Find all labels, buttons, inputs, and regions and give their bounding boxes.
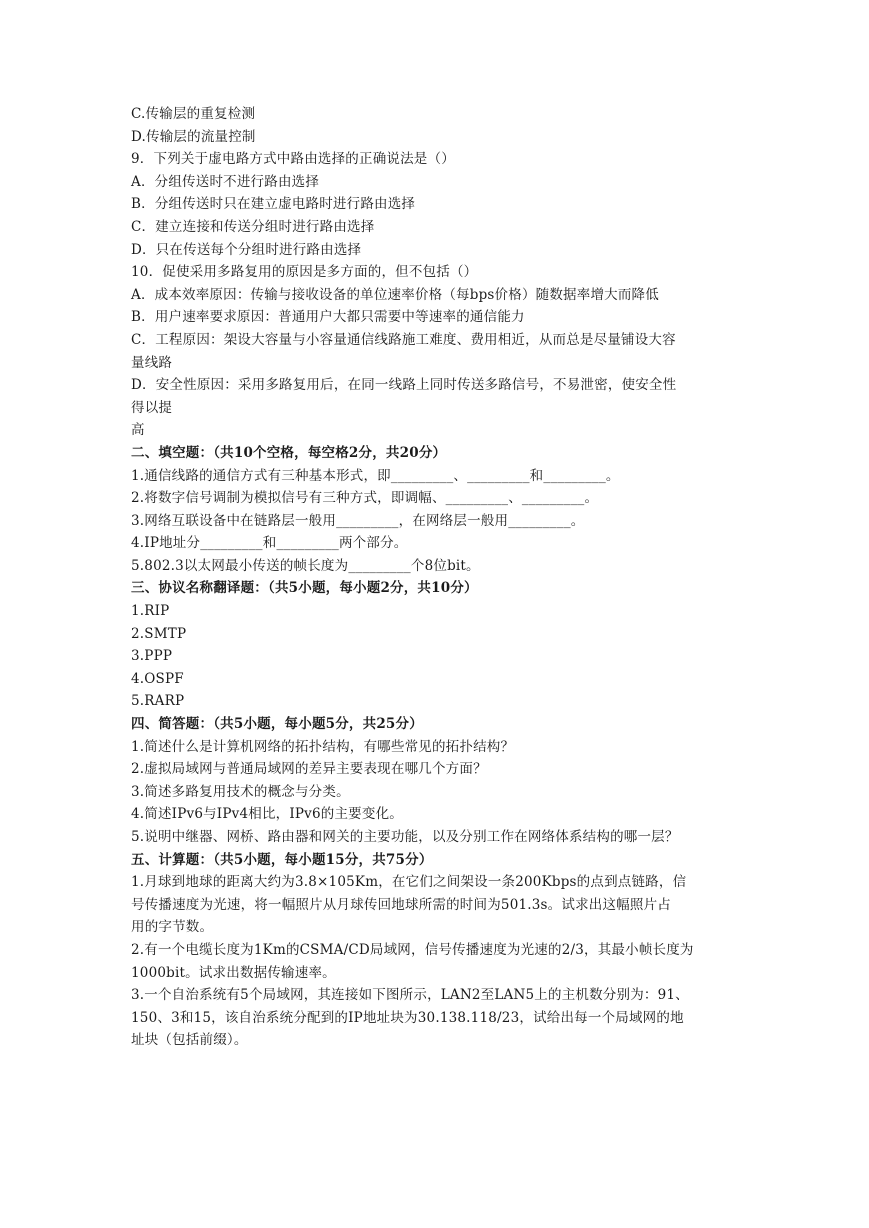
question-line: 1.通信线路的通信方式有三种基本形式，即_________、_________和_________。 bbox=[131, 467, 620, 484]
question-line: 1.简述什么是计算机网络的拓扑结构，有哪些常见的拓扑结构？ bbox=[131, 738, 515, 755]
question-line: 4.简述IPv6与IPv4相比，IPv6的主要变化。 bbox=[131, 806, 403, 823]
question-line: 2.将数字信号调制为模拟信号有三种方式，即调幅、_________、_________。 bbox=[131, 490, 599, 507]
document-page bbox=[131, 103, 751, 1052]
question-line: 1.RIP bbox=[131, 603, 170, 620]
question-line: 5.RARP bbox=[131, 693, 185, 710]
answer-option-line: C．建立连接和传送分组时进行路由选择 bbox=[131, 218, 375, 235]
question-line: 4.IP地址分_________和_________两个部分。 bbox=[131, 535, 408, 552]
question-line: 3.简述多路复用技术的概念与分类。 bbox=[131, 783, 350, 800]
question-line: 3.PPP bbox=[131, 648, 173, 665]
answer-option-line: 量线路 bbox=[131, 354, 173, 371]
question-line: 址块（包括前缀）。 bbox=[131, 1032, 248, 1049]
answer-option-line: C．工程原因：架设大容量与小容量通信线路施工难度、费用相近，从而总是尽量铺设大容 bbox=[131, 331, 676, 348]
answer-option-line: B．分组传送时只在建立虚电路时进行路由选择 bbox=[131, 196, 416, 213]
answer-option-line: D．安全性原因：采用多路复用后，在同一线路上同时传送多路信号，不易泄密，使安全性 bbox=[131, 377, 677, 394]
question-line: 1.月球到地球的距离大约为3.8×105Km，在它们之间架设一条200Kbps的点到点链路，信 bbox=[131, 874, 687, 891]
question-line: 3.一个自治系统有5个局域网，其连接如下图所示，LAN2至LAN5上的主机数分别为：91、 bbox=[131, 987, 689, 1004]
question-line: 9．下列关于虚电路方式中路由选择的正确说法是（） bbox=[131, 151, 455, 168]
question-line: 150、3和15，该自治系统分配到的IP地址块为30.138.118/23，试给出每一个局域网的地 bbox=[131, 1009, 684, 1026]
question-line: 4.OSPF bbox=[131, 670, 184, 687]
answer-option-line: 高 bbox=[131, 422, 145, 439]
question-line: 用的字节数。 bbox=[131, 919, 214, 936]
section-heading: 三、协议名称翻译题：（共5小题，每小题2分，共10分） bbox=[131, 580, 478, 597]
answer-option-line: 得以提 bbox=[131, 399, 173, 416]
question-line: 10．促使采用多路复用的原因是多方面的，但不包括（） bbox=[131, 264, 478, 281]
question-line: 2.有一个电缆长度为1Km的CSMA/CD局域网，信号传播速度为光速的2/3，其最小帧长度为 bbox=[131, 941, 694, 958]
answer-option-line: D.传输层的流量控制 bbox=[131, 128, 256, 145]
question-line: 2.SMTP bbox=[131, 625, 187, 642]
question-line: 5.802.3以太网最小传送的帧长度为_________个8位bit。 bbox=[131, 557, 480, 574]
section-heading: 二、填空题：（共10个空格，每空格2分，共20分） bbox=[131, 444, 447, 461]
question-line: 5.说明中继器、网桥、路由器和网关的主要功能，以及分别工作在网络体系结构的哪一层？ bbox=[131, 829, 679, 845]
answer-option-line: B．用户速率要求原因：普通用户大都只需要中等速率的通信能力 bbox=[131, 309, 525, 326]
question-line: 1000bit。试求出数据传输速率。 bbox=[131, 964, 336, 981]
answer-option-line: D．只在传送每个分组时进行路由选择 bbox=[131, 241, 362, 258]
answer-option-line: A．成本效率原因：传输与接收设备的单位速率价格（每bps价格）随数据率增大而降低 bbox=[131, 286, 659, 303]
answer-option-line: A．分组传送时不进行路由选择 bbox=[131, 173, 320, 190]
section-heading: 四、简答题：（共5小题，每小题5分，共25分） bbox=[131, 716, 423, 733]
question-line: 2.虚拟局域网与普通局域网的差异主要表现在哪几个方面？ bbox=[131, 761, 487, 778]
section-heading: 五、计算题：（共5小题，每小题15分，共75分） bbox=[131, 851, 433, 868]
question-line: 号传播速度为光速，将一幅照片从月球传回地球所需的时间为501.3s。试求出这幅照片占 bbox=[131, 896, 671, 913]
question-line: 3.网络互联设备中在链路层一般用_________，在网络层一般用_________。 bbox=[131, 512, 585, 529]
answer-option-line: C.传输层的重复检测 bbox=[131, 106, 256, 122]
